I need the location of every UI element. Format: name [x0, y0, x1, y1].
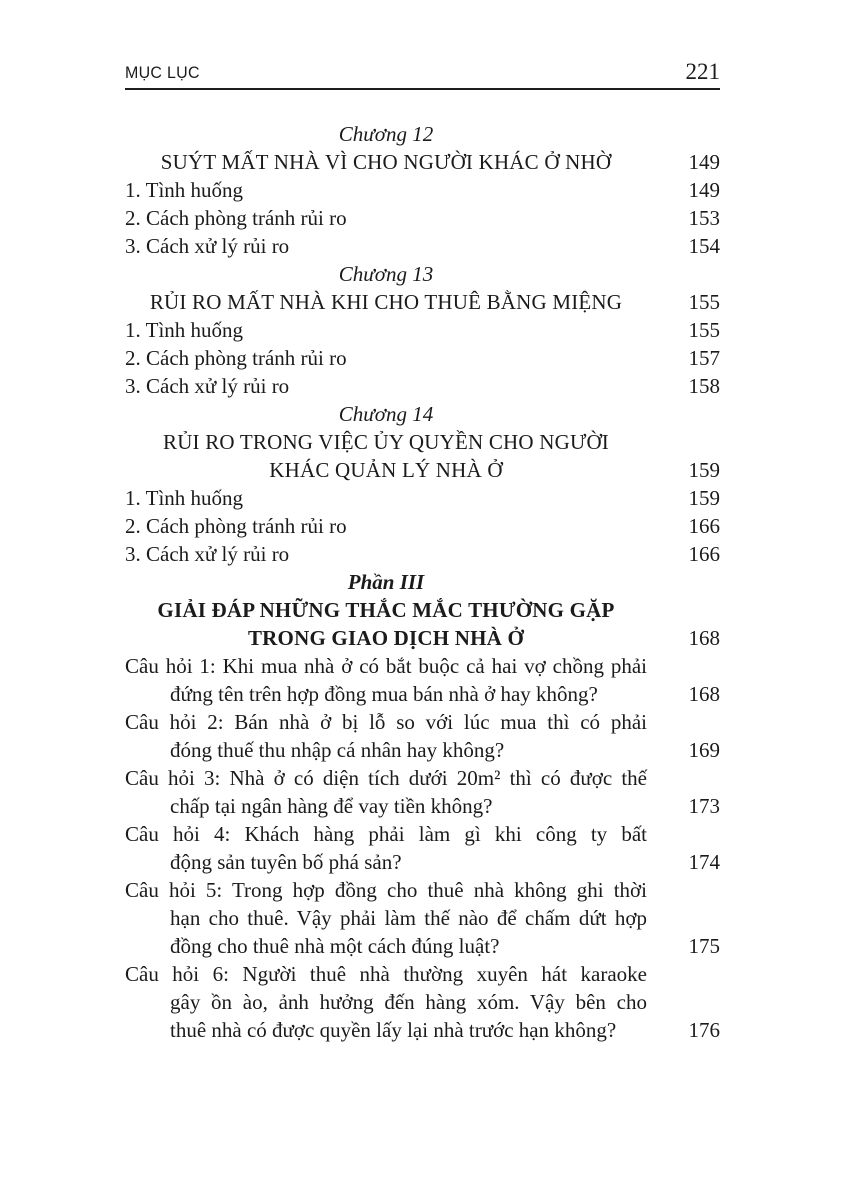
chapter-label-row	[125, 260, 720, 288]
toc-entry	[125, 232, 720, 260]
page-number-header: 221	[685, 59, 720, 84]
entry-text-line: đóng thuế thu nhập cá nhân hay không?	[170, 738, 505, 762]
entry-text-line: Câu hỏi 6: Người thuê nhà thường xuyên hát karaoke	[125, 962, 647, 986]
entry-text-line: chấp tại ngân hàng để vay tiền không?	[170, 794, 493, 818]
page-number: 155	[688, 290, 720, 314]
toc-entry-question-5	[125, 876, 720, 960]
part-label: Phần III	[347, 570, 425, 594]
page-number: 149	[688, 178, 720, 202]
chapter-label: Chương 13	[338, 262, 434, 286]
page-number: 169	[688, 738, 720, 762]
page-number: 176	[688, 1018, 720, 1042]
toc-entry-question-2	[125, 708, 720, 764]
chapter-title-row	[125, 428, 720, 484]
chapter-label: Chương 12	[338, 122, 434, 146]
entry-text-line: Câu hỏi 5: Trong hợp đồng cho thuê nhà không ghi thời	[125, 878, 647, 902]
toc-entry	[125, 512, 720, 540]
toc-section-chapter-13	[125, 260, 720, 400]
page-number: 168	[688, 626, 720, 650]
page-number: 166	[688, 542, 720, 566]
page-number: 153	[688, 206, 720, 230]
toc-entry	[125, 344, 720, 372]
chapter-label-row	[125, 120, 720, 148]
entry-text-line: Câu hỏi 3: Nhà ở có diện tích dưới 20m² thì có được thế	[125, 766, 647, 790]
chapter-title-line-2: KHÁC QUẢN LÝ NHÀ Ở	[269, 458, 503, 482]
running-header-title: MỤC LỤC	[125, 63, 200, 82]
chapter-label-row	[125, 400, 720, 428]
page-number: 174	[688, 850, 720, 874]
chapter-label: Chương 14	[338, 402, 434, 426]
entry-text-line: Câu hỏi 4: Khách hàng phải làm gì khi công ty bất	[125, 822, 647, 846]
running-header	[125, 56, 720, 90]
page-number: 159	[688, 458, 720, 482]
toc-entry-question-1	[125, 652, 720, 708]
entry-text: 1. Tình huống	[125, 178, 244, 202]
toc-entry	[125, 484, 720, 512]
entry-text-line: gây ồn ào, ảnh hưởng đến hàng xóm. Vậy bên cho	[170, 990, 647, 1014]
toc-section-chapter-14	[125, 400, 720, 568]
page-number: 149	[688, 150, 720, 174]
entry-text: 1. Tình huống	[125, 318, 244, 342]
toc-section-chapter-12	[125, 120, 720, 260]
entry-text: 2. Cách phòng tránh rủi ro	[125, 206, 347, 230]
entry-text-line: đồng cho thuê nhà một cách đúng luật?	[170, 934, 500, 958]
entry-text: 2. Cách phòng tránh rủi ro	[125, 346, 347, 370]
toc-entry	[125, 176, 720, 204]
toc-entry-question-4	[125, 820, 720, 876]
page-number: 158	[688, 374, 720, 398]
chapter-title-row	[125, 288, 720, 316]
entry-text-line: Câu hỏi 1: Khi mua nhà ở có bắt buộc cả hai vợ chồng phải	[125, 654, 647, 678]
entry-text: 3. Cách xử lý rủi ro	[125, 374, 290, 398]
toc-entry	[125, 204, 720, 232]
part-title-line-1: GIẢI ĐÁP NHỮNG THẮC MẮC THƯỜNG GẶP	[157, 598, 615, 622]
page-number: 173	[688, 794, 720, 818]
page-number: 166	[688, 514, 720, 538]
page-number: 155	[688, 318, 720, 342]
chapter-title-line-1: RỦI RO TRONG VIỆC ỦY QUYỀN CHO NGƯỜI	[162, 430, 610, 454]
toc-section-part-3	[125, 568, 720, 1044]
part-title-line-2: TRONG GIAO DỊCH NHÀ Ở	[247, 626, 525, 650]
toc-entry-question-6	[125, 960, 720, 1044]
part-title-row	[125, 596, 720, 652]
page-number: 168	[688, 682, 720, 706]
chapter-title-row	[125, 148, 720, 176]
page-number: 157	[688, 346, 720, 370]
entry-text-line: thuê nhà có được quyền lấy lại nhà trước hạn không?	[170, 1018, 617, 1042]
page-number: 154	[688, 234, 720, 258]
toc-entry	[125, 316, 720, 344]
entry-text: 3. Cách xử lý rủi ro	[125, 234, 290, 258]
entry-text-line: đứng tên trên hợp đồng mua bán nhà ở hay không?	[170, 682, 598, 706]
entry-text-line: hạn cho thuê. Vậy phải làm thế nào để chấm dứt hợp	[170, 906, 647, 930]
entry-text-line: động sản tuyên bố phá sản?	[170, 850, 402, 874]
toc-entry	[125, 372, 720, 400]
entry-text: 1. Tình huống	[125, 486, 244, 510]
part-label-row	[125, 568, 720, 596]
table-of-contents	[125, 120, 720, 1044]
toc-entry	[125, 540, 720, 568]
entry-text: 2. Cách phòng tránh rủi ro	[125, 514, 347, 538]
chapter-title: SUÝT MẤT NHÀ VÌ CHO NGƯỜI KHÁC Ở NHỜ	[160, 150, 612, 174]
entry-text-line: Câu hỏi 2: Bán nhà ở bị lỗ so với lúc mua thì có phải	[125, 710, 647, 734]
entry-text: 3. Cách xử lý rủi ro	[125, 542, 290, 566]
chapter-title: RỦI RO MẤT NHÀ KHI CHO THUÊ BẰNG MIỆNG	[149, 290, 623, 314]
page-number: 159	[688, 486, 720, 510]
toc-entry-question-3	[125, 764, 720, 820]
page-number: 175	[688, 934, 720, 958]
